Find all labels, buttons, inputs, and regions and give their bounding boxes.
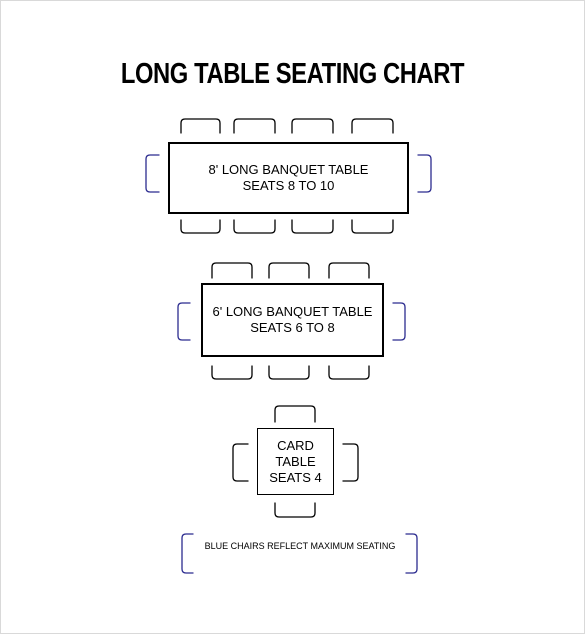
chair-icon: [234, 220, 275, 233]
chair-icon: [292, 119, 333, 133]
chair-icon: [234, 119, 275, 133]
six-foot-banquet-table: [201, 283, 384, 357]
chair-icon: [352, 119, 393, 133]
blue-chair-icon: [393, 303, 405, 340]
chair-icon: [292, 220, 333, 233]
table-label: TABLE: [275, 453, 316, 469]
blue-chair-icon: [178, 303, 190, 340]
blue-chair-icon: [418, 155, 431, 192]
chair-icon: [212, 366, 252, 379]
blue-chair-icon: [182, 534, 193, 573]
table-label: CARD: [277, 437, 314, 453]
legend-note: BLUE CHAIRS REFLECT MAXIMUM SEATING: [204, 541, 396, 551]
table-label: 8' LONG BANQUET TABLE: [208, 162, 369, 177]
chair-icon: [275, 503, 315, 517]
chair-icon: [181, 119, 220, 133]
chair-icon: [329, 263, 369, 278]
chair-icon: [352, 220, 393, 233]
chair-icon: [233, 444, 248, 481]
blue-chair-icon: [406, 534, 417, 573]
chair-icon: [269, 263, 309, 278]
chair-icon: [181, 220, 220, 233]
chair-icon: [343, 444, 358, 481]
table-label: 6' LONG BANQUET TABLE: [212, 304, 373, 319]
table-capacity: SEATS 6 TO 8: [250, 320, 335, 335]
table-capacity: SEATS 8 TO 10: [242, 178, 335, 193]
blue-chair-icon: [146, 155, 159, 192]
card-table: [257, 428, 334, 495]
chair-icon: [212, 263, 252, 278]
eight-foot-banquet-table: [168, 142, 409, 214]
chair-icon: [275, 406, 315, 422]
chair-icon: [269, 366, 309, 379]
chair-icon: [329, 366, 369, 379]
table-capacity: SEATS 4: [269, 469, 322, 485]
page-title: LONG TABLE SEATING CHART: [120, 58, 465, 90]
